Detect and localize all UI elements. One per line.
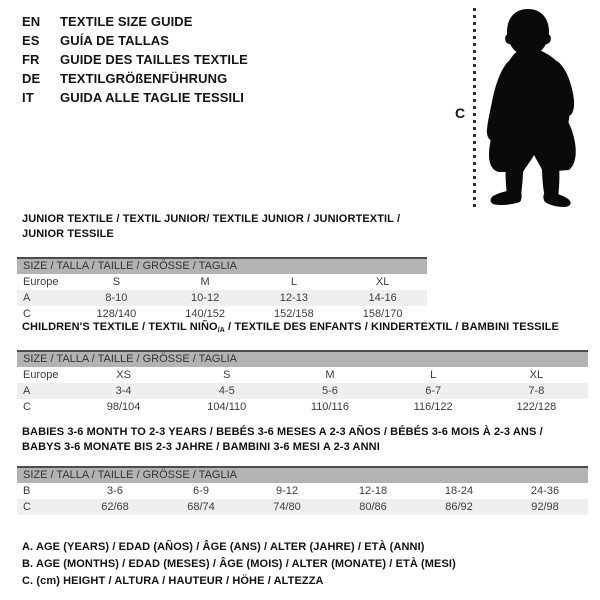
table-title-line — [22, 212, 427, 242]
cell-value: XL — [529, 369, 544, 382]
cell-value: 74/80 — [244, 499, 330, 515]
cell-value: XS — [116, 369, 131, 382]
language-title: GUIDA ALLE TAGLIE TESSILI — [60, 90, 245, 105]
cell-value: 122/128 — [516, 401, 557, 413]
row-label: C — [17, 499, 72, 515]
height-measure-label: C — [455, 105, 466, 121]
size-header-row — [17, 351, 588, 367]
cell-value: L — [430, 369, 437, 382]
size-header-row — [17, 467, 588, 483]
children-textile-section — [17, 320, 588, 415]
cell-value: S — [223, 369, 231, 382]
language-code: IT — [22, 90, 34, 105]
language-title: GUIDE DES TAILLES TEXTILE — [60, 52, 248, 67]
cell-value: 152/158 — [273, 308, 314, 320]
size-table — [17, 257, 427, 322]
table-row — [17, 499, 588, 515]
table-row — [17, 290, 427, 306]
title-text: CHILDREN'S TEXTILE / TEXTIL NIÑO — [22, 321, 218, 333]
title-subscript: /A — [217, 327, 225, 334]
cell-value: 116/122 — [413, 401, 453, 413]
size-header: SIZE / TALLA / TAILLE / GRÖSSE / TAGLIA — [17, 258, 427, 274]
legend-line: A. AGE (YEARS) / EDAD (AÑOS) / ÂGE (ANS) / ALTER (JAHRE) / ETÀ (ANNI) — [22, 541, 425, 553]
table-row — [17, 483, 588, 499]
cell-value: 62/68 — [72, 499, 158, 515]
cell-value: 14-16 — [338, 290, 427, 306]
table-row — [17, 399, 588, 415]
title-text: JUNIOR TEXTILE / TEXTIL JUNIOR/ TEXTILE JUNIOR / JUNIORTEXTIL / JUNIOR TESSILE — [22, 213, 401, 240]
size-header: SIZE / TALLA / TAILLE / GRÖSSE / TAGLIA — [17, 467, 588, 483]
size-header-row — [17, 258, 427, 274]
language-code: DE — [22, 71, 41, 86]
title-text: / TEXTILE DES ENFANTS / KINDERTEXTIL / BAMBINI TESSILE — [224, 321, 559, 333]
cell-value: XL — [375, 276, 390, 289]
row-label: C — [23, 308, 31, 320]
language-title-list — [22, 12, 248, 107]
cell-value: 92/98 — [502, 499, 588, 515]
language-title: TEXTILE SIZE GUIDE — [60, 14, 193, 29]
row-label: Europe — [23, 276, 59, 289]
cell-value: 128/140 — [96, 308, 137, 320]
table-row — [17, 383, 588, 399]
cell-value: 8-10 — [72, 290, 161, 306]
legend-line: B. AGE (MONTHS) / EDAD (MESES) / ÂGE (MOIS) / ALTER (MONATE) / ETÀ (MESI) — [22, 558, 456, 570]
language-row — [22, 50, 248, 69]
cell-value: 4-5 — [175, 383, 278, 399]
language-row — [22, 88, 248, 107]
language-row — [22, 12, 248, 31]
language-title: GUÍA DE TALLAS — [60, 33, 170, 48]
cell-value: 110/116 — [310, 401, 350, 413]
cell-value: 3-4 — [72, 383, 175, 399]
cell-value: 140/152 — [185, 308, 225, 320]
row-label: A — [17, 290, 72, 306]
title-text: BABIES 3-6 MONTH TO 2-3 YEARS / BEBÉS 3-6 MESES A 2-3 AÑOS / BÉBÉS 3-6 MOIS À 2-3 ANS / — [22, 426, 543, 438]
cell-value: 86/92 — [416, 499, 502, 515]
cell-value: M — [325, 369, 335, 382]
size-table — [17, 350, 588, 415]
cell-value: 10-12 — [161, 290, 250, 306]
cell-value: 5-6 — [278, 383, 381, 399]
cell-value: 98/104 — [106, 401, 141, 413]
toddler-silhouette-image — [481, 5, 595, 207]
legend-line: C. (cm) HEIGHT / ALTURA / HAUTEUR / HÖHE / ALTEZZA — [22, 575, 324, 587]
cell-value: L — [290, 276, 297, 289]
cell-value: 12-18 — [358, 485, 388, 498]
language-row — [22, 69, 248, 88]
table-row — [17, 367, 588, 383]
cell-value: M — [200, 276, 210, 289]
cell-value: 24-36 — [530, 485, 560, 498]
language-row — [22, 31, 248, 50]
language-code: EN — [22, 14, 41, 29]
row-label: C — [23, 401, 31, 413]
cell-value: 68/74 — [158, 499, 244, 515]
cell-value: 3-6 — [107, 485, 123, 498]
row-label: B — [23, 485, 31, 498]
row-label: Europe — [23, 369, 59, 382]
language-code: FR — [22, 52, 40, 67]
cell-value: 6-9 — [193, 485, 209, 498]
cell-value: 158/170 — [362, 308, 403, 320]
table-title-line — [22, 440, 588, 455]
junior-textile-section — [17, 212, 427, 322]
cell-value: 12-13 — [250, 290, 339, 306]
section-title — [17, 212, 427, 242]
cell-value: 80/86 — [330, 499, 416, 515]
legend — [22, 539, 456, 590]
size-header: SIZE / TALLA / TAILLE / GRÖSSE / TAGLIA — [17, 351, 588, 367]
height-dashed-line — [473, 8, 476, 207]
language-code: ES — [22, 33, 40, 48]
table-title-line — [22, 425, 588, 440]
cell-value: 9-12 — [275, 485, 299, 498]
section-title — [17, 425, 588, 455]
cell-value: 6-7 — [382, 383, 485, 399]
cell-value: 7-8 — [485, 383, 588, 399]
table-title-line — [22, 320, 588, 338]
table-row — [17, 274, 427, 290]
cell-value: S — [112, 276, 121, 289]
cell-value: 18-24 — [444, 485, 474, 498]
language-title: TEXTILGRÖßENFÜHRUNG — [60, 71, 228, 86]
size-table — [17, 466, 588, 515]
section-title — [17, 320, 588, 338]
babies-textile-section — [17, 425, 588, 515]
cell-value: 104/110 — [207, 401, 247, 413]
row-label: A — [17, 383, 72, 399]
title-text: BABYS 3-6 MONATE BIS 2-3 JAHRE / BAMBINI 3-6 MESI A 2-3 ANNI — [22, 441, 380, 453]
